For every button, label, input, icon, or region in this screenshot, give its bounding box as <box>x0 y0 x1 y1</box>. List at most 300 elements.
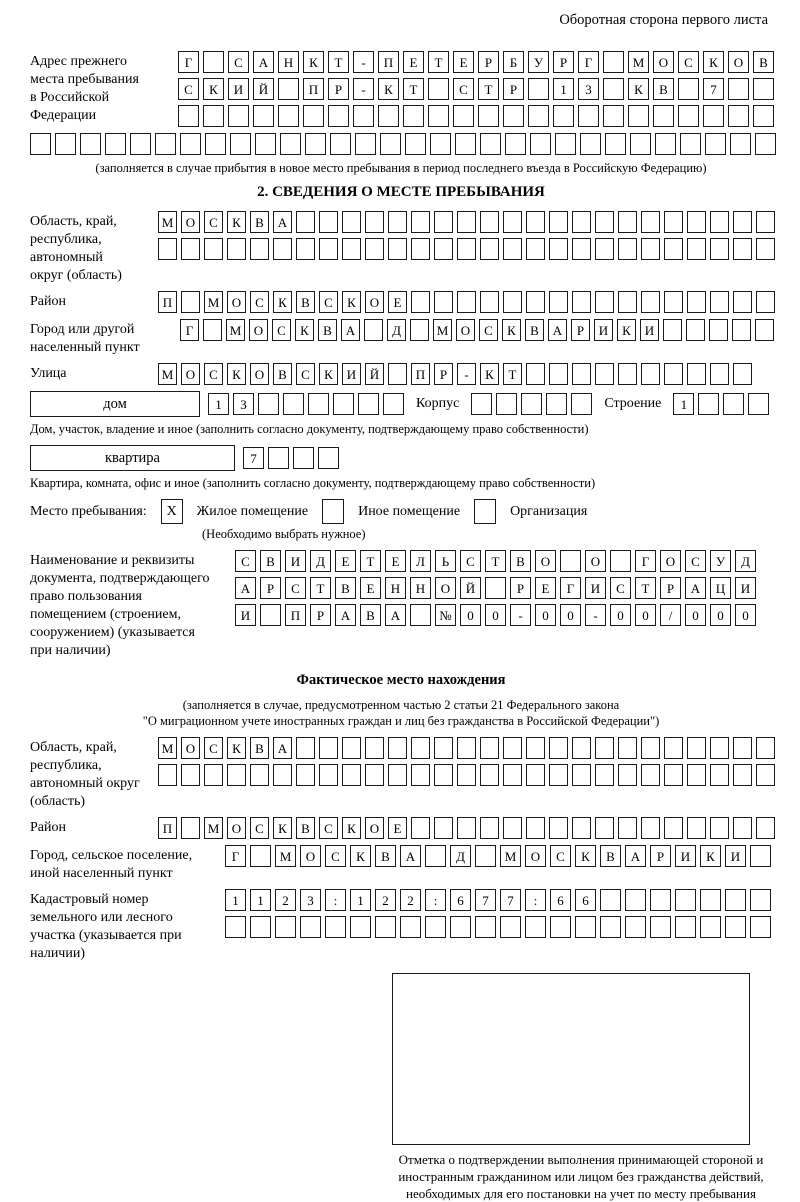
char-box[interactable] <box>480 737 499 759</box>
char-box[interactable]: В <box>260 550 281 572</box>
char-box[interactable] <box>503 291 522 313</box>
char-box[interactable] <box>378 105 399 127</box>
char-box[interactable]: 0 <box>710 604 731 626</box>
char-box[interactable]: К <box>575 845 596 867</box>
char-box[interactable] <box>725 889 746 911</box>
char-box[interactable] <box>572 764 591 786</box>
char-box[interactable]: А <box>335 604 356 626</box>
char-box[interactable]: И <box>285 550 306 572</box>
char-box[interactable] <box>605 133 626 155</box>
char-box[interactable] <box>203 105 224 127</box>
char-box[interactable]: Р <box>434 363 453 385</box>
char-box[interactable]: Д <box>387 319 406 341</box>
char-box[interactable] <box>664 363 683 385</box>
char-box[interactable] <box>319 764 338 786</box>
char-box[interactable] <box>625 916 646 938</box>
char-box[interactable]: Л <box>410 550 431 572</box>
char-box[interactable] <box>756 291 775 313</box>
char-box[interactable] <box>572 291 591 313</box>
char-box[interactable] <box>457 817 476 839</box>
char-box[interactable] <box>503 105 524 127</box>
char-box[interactable] <box>526 817 545 839</box>
char-box[interactable]: В <box>360 604 381 626</box>
char-box[interactable] <box>428 78 449 100</box>
char-box[interactable] <box>756 238 775 260</box>
char-box[interactable] <box>434 737 453 759</box>
char-box[interactable]: 0 <box>460 604 481 626</box>
char-box[interactable] <box>595 363 614 385</box>
char-box[interactable]: С <box>460 550 481 572</box>
char-box[interactable]: Й <box>253 78 274 100</box>
char-box[interactable] <box>650 889 671 911</box>
char-box[interactable] <box>710 817 729 839</box>
char-box[interactable] <box>630 133 651 155</box>
char-box[interactable]: Н <box>385 577 406 599</box>
char-box[interactable]: - <box>353 51 374 73</box>
char-box[interactable]: Д <box>310 550 331 572</box>
char-box[interactable] <box>227 764 246 786</box>
checkbox-residential[interactable]: X <box>161 499 183 524</box>
char-box[interactable]: М <box>158 211 177 233</box>
char-box[interactable] <box>664 764 683 786</box>
char-box[interactable] <box>275 916 296 938</box>
char-box[interactable]: Г <box>225 845 246 867</box>
char-box[interactable] <box>560 550 581 572</box>
char-box[interactable] <box>203 319 222 341</box>
char-box[interactable] <box>700 916 721 938</box>
char-box[interactable] <box>703 105 724 127</box>
char-box[interactable] <box>503 817 522 839</box>
char-box[interactable]: В <box>273 363 292 385</box>
char-box[interactable]: Г <box>578 51 599 73</box>
char-box[interactable] <box>457 211 476 233</box>
char-box[interactable]: Т <box>403 78 424 100</box>
char-box[interactable]: 6 <box>575 889 596 911</box>
char-box[interactable]: К <box>273 817 292 839</box>
char-box[interactable] <box>500 916 521 938</box>
char-box[interactable] <box>603 51 624 73</box>
char-box[interactable]: И <box>675 845 696 867</box>
char-box[interactable] <box>733 238 752 260</box>
char-box[interactable] <box>600 916 621 938</box>
char-box[interactable]: Т <box>328 51 349 73</box>
char-box[interactable] <box>687 737 706 759</box>
char-box[interactable]: К <box>350 845 371 867</box>
char-box[interactable] <box>709 319 728 341</box>
char-box[interactable] <box>411 211 430 233</box>
char-box[interactable]: Й <box>365 363 384 385</box>
char-box[interactable]: : <box>525 889 546 911</box>
char-box[interactable] <box>550 916 571 938</box>
char-box[interactable]: С <box>204 363 223 385</box>
char-box[interactable] <box>595 737 614 759</box>
char-box[interactable] <box>710 291 729 313</box>
char-box[interactable]: М <box>628 51 649 73</box>
char-box[interactable] <box>603 105 624 127</box>
char-box[interactable]: Р <box>310 604 331 626</box>
char-box[interactable] <box>572 363 591 385</box>
char-box[interactable] <box>365 764 384 786</box>
char-box[interactable] <box>410 604 431 626</box>
char-box[interactable] <box>521 393 542 415</box>
char-box[interactable] <box>480 238 499 260</box>
char-box[interactable]: 0 <box>535 604 556 626</box>
char-box[interactable]: М <box>433 319 452 341</box>
char-box[interactable]: : <box>325 889 346 911</box>
char-box[interactable] <box>595 291 614 313</box>
char-box[interactable] <box>710 737 729 759</box>
char-box[interactable] <box>278 105 299 127</box>
char-box[interactable] <box>480 817 499 839</box>
char-box[interactable]: Е <box>385 550 406 572</box>
char-box[interactable] <box>203 51 224 73</box>
char-box[interactable]: Г <box>178 51 199 73</box>
char-box[interactable] <box>664 291 683 313</box>
char-box[interactable] <box>755 319 774 341</box>
char-box[interactable] <box>686 319 705 341</box>
char-box[interactable]: Р <box>650 845 671 867</box>
char-box[interactable]: С <box>204 211 223 233</box>
char-box[interactable] <box>595 817 614 839</box>
char-box[interactable]: Т <box>478 78 499 100</box>
char-box[interactable] <box>478 105 499 127</box>
char-box[interactable] <box>475 916 496 938</box>
char-box[interactable] <box>546 393 567 415</box>
char-box[interactable]: Т <box>635 577 656 599</box>
char-box[interactable] <box>572 238 591 260</box>
char-box[interactable] <box>434 291 453 313</box>
char-box[interactable] <box>178 105 199 127</box>
char-box[interactable]: П <box>158 817 177 839</box>
char-box[interactable] <box>342 211 361 233</box>
char-box[interactable] <box>526 291 545 313</box>
char-box[interactable] <box>650 916 671 938</box>
char-box[interactable] <box>618 238 637 260</box>
char-box[interactable]: В <box>250 737 269 759</box>
char-box[interactable] <box>411 238 430 260</box>
char-box[interactable]: С <box>610 577 631 599</box>
char-box[interactable]: К <box>700 845 721 867</box>
char-box[interactable] <box>687 211 706 233</box>
char-box[interactable] <box>526 363 545 385</box>
char-box[interactable] <box>434 238 453 260</box>
char-box[interactable]: С <box>272 319 291 341</box>
char-box[interactable] <box>296 764 315 786</box>
char-box[interactable] <box>250 764 269 786</box>
char-box[interactable] <box>664 737 683 759</box>
char-box[interactable]: С <box>453 78 474 100</box>
char-box[interactable]: Е <box>403 51 424 73</box>
char-box[interactable]: И <box>594 319 613 341</box>
char-box[interactable] <box>580 133 601 155</box>
char-box[interactable]: П <box>411 363 430 385</box>
char-box[interactable] <box>705 133 726 155</box>
char-box[interactable] <box>228 105 249 127</box>
char-box[interactable]: К <box>628 78 649 100</box>
char-box[interactable]: 1 <box>225 889 246 911</box>
char-box[interactable] <box>230 133 251 155</box>
char-box[interactable] <box>728 105 749 127</box>
char-box[interactable]: С <box>678 51 699 73</box>
char-box[interactable] <box>55 133 76 155</box>
char-box[interactable] <box>618 211 637 233</box>
char-box[interactable] <box>365 238 384 260</box>
char-box[interactable]: К <box>480 363 499 385</box>
char-box[interactable]: О <box>435 577 456 599</box>
char-box[interactable]: К <box>303 51 324 73</box>
char-box[interactable] <box>600 889 621 911</box>
char-box[interactable]: 3 <box>578 78 599 100</box>
char-box[interactable] <box>250 845 271 867</box>
char-box[interactable]: Г <box>560 577 581 599</box>
char-box[interactable]: И <box>342 363 361 385</box>
char-box[interactable]: - <box>510 604 531 626</box>
char-box[interactable] <box>480 211 499 233</box>
char-box[interactable] <box>296 211 315 233</box>
char-box[interactable] <box>158 238 177 260</box>
char-box[interactable] <box>628 105 649 127</box>
char-box[interactable] <box>710 764 729 786</box>
char-box[interactable]: А <box>625 845 646 867</box>
char-box[interactable]: - <box>353 78 374 100</box>
char-box[interactable] <box>273 238 292 260</box>
char-box[interactable]: Т <box>503 363 522 385</box>
char-box[interactable] <box>155 133 176 155</box>
char-box[interactable]: С <box>178 78 199 100</box>
char-box[interactable]: Р <box>478 51 499 73</box>
char-box[interactable]: Т <box>485 550 506 572</box>
char-box[interactable]: П <box>303 78 324 100</box>
char-box[interactable]: С <box>325 845 346 867</box>
char-box[interactable] <box>572 211 591 233</box>
char-box[interactable]: О <box>525 845 546 867</box>
char-box[interactable]: Е <box>335 550 356 572</box>
char-box[interactable] <box>158 764 177 786</box>
char-box[interactable] <box>80 133 101 155</box>
char-box[interactable] <box>353 105 374 127</box>
char-box[interactable] <box>710 363 729 385</box>
char-box[interactable]: 3 <box>233 393 254 415</box>
checkbox-organization[interactable] <box>474 499 496 524</box>
char-box[interactable] <box>753 78 774 100</box>
char-box[interactable] <box>273 764 292 786</box>
char-box[interactable] <box>181 817 200 839</box>
char-box[interactable]: А <box>253 51 274 73</box>
char-box[interactable]: 7 <box>243 447 264 469</box>
char-box[interactable] <box>403 105 424 127</box>
char-box[interactable] <box>687 363 706 385</box>
char-box[interactable] <box>342 737 361 759</box>
char-box[interactable] <box>710 211 729 233</box>
char-box[interactable]: У <box>710 550 731 572</box>
char-box[interactable] <box>750 916 771 938</box>
char-box[interactable]: 1 <box>553 78 574 100</box>
char-box[interactable] <box>725 916 746 938</box>
char-box[interactable]: А <box>548 319 567 341</box>
char-box[interactable] <box>204 764 223 786</box>
char-box[interactable] <box>350 916 371 938</box>
char-box[interactable] <box>319 211 338 233</box>
checkbox-other-premises[interactable] <box>322 499 344 524</box>
char-box[interactable] <box>733 363 752 385</box>
char-box[interactable] <box>278 78 299 100</box>
char-box[interactable]: Е <box>388 817 407 839</box>
char-box[interactable] <box>308 393 329 415</box>
char-box[interactable] <box>453 105 474 127</box>
char-box[interactable]: Е <box>535 577 556 599</box>
char-box[interactable] <box>181 291 200 313</box>
char-box[interactable] <box>260 604 281 626</box>
char-box[interactable]: Н <box>278 51 299 73</box>
char-box[interactable]: И <box>735 577 756 599</box>
char-box[interactable] <box>549 211 568 233</box>
char-box[interactable]: П <box>285 604 306 626</box>
char-box[interactable]: К <box>227 363 246 385</box>
char-box[interactable] <box>296 737 315 759</box>
char-box[interactable]: : <box>425 889 446 911</box>
char-box[interactable] <box>618 764 637 786</box>
char-box[interactable] <box>503 211 522 233</box>
char-box[interactable]: С <box>479 319 498 341</box>
char-box[interactable]: 6 <box>550 889 571 911</box>
char-box[interactable] <box>130 133 151 155</box>
char-box[interactable] <box>625 889 646 911</box>
char-box[interactable] <box>733 211 752 233</box>
char-box[interactable] <box>528 78 549 100</box>
char-box[interactable] <box>181 764 200 786</box>
char-box[interactable] <box>342 238 361 260</box>
char-box[interactable] <box>530 133 551 155</box>
char-box[interactable] <box>728 78 749 100</box>
char-box[interactable] <box>641 764 660 786</box>
char-box[interactable] <box>300 916 321 938</box>
char-box[interactable] <box>255 133 276 155</box>
char-box[interactable] <box>355 133 376 155</box>
char-box[interactable] <box>756 737 775 759</box>
char-box[interactable] <box>526 211 545 233</box>
char-box[interactable] <box>434 764 453 786</box>
char-box[interactable]: 0 <box>685 604 706 626</box>
char-box[interactable] <box>457 737 476 759</box>
char-box[interactable] <box>411 737 430 759</box>
char-box[interactable] <box>571 393 592 415</box>
char-box[interactable]: 7 <box>500 889 521 911</box>
char-box[interactable]: В <box>335 577 356 599</box>
char-box[interactable] <box>733 737 752 759</box>
char-box[interactable] <box>553 105 574 127</box>
char-box[interactable] <box>525 916 546 938</box>
char-box[interactable]: Р <box>660 577 681 599</box>
char-box[interactable] <box>653 105 674 127</box>
char-box[interactable]: Й <box>460 577 481 599</box>
char-box[interactable] <box>383 393 404 415</box>
char-box[interactable]: Т <box>428 51 449 73</box>
char-box[interactable] <box>664 238 683 260</box>
char-box[interactable]: 7 <box>703 78 724 100</box>
char-box[interactable]: С <box>235 550 256 572</box>
char-box[interactable]: Н <box>410 577 431 599</box>
char-box[interactable]: К <box>273 291 292 313</box>
char-box[interactable]: - <box>585 604 606 626</box>
char-box[interactable] <box>388 764 407 786</box>
char-box[interactable]: О <box>365 291 384 313</box>
char-box[interactable]: В <box>525 319 544 341</box>
char-box[interactable] <box>205 133 226 155</box>
char-box[interactable] <box>549 737 568 759</box>
char-box[interactable] <box>258 393 279 415</box>
char-box[interactable]: 0 <box>560 604 581 626</box>
char-box[interactable]: О <box>365 817 384 839</box>
char-box[interactable] <box>755 133 776 155</box>
char-box[interactable]: И <box>585 577 606 599</box>
char-box[interactable] <box>687 764 706 786</box>
char-box[interactable]: П <box>158 291 177 313</box>
char-box[interactable] <box>480 291 499 313</box>
char-box[interactable] <box>641 238 660 260</box>
char-box[interactable] <box>733 291 752 313</box>
char-box[interactable] <box>756 764 775 786</box>
char-box[interactable]: 6 <box>450 889 471 911</box>
char-box[interactable] <box>732 319 751 341</box>
char-box[interactable] <box>204 238 223 260</box>
char-box[interactable]: 1 <box>250 889 271 911</box>
char-box[interactable] <box>375 916 396 938</box>
char-box[interactable]: Р <box>553 51 574 73</box>
char-box[interactable]: К <box>227 737 246 759</box>
char-box[interactable]: Д <box>735 550 756 572</box>
char-box[interactable]: В <box>296 291 315 313</box>
char-box[interactable]: А <box>273 737 292 759</box>
char-box[interactable]: К <box>319 363 338 385</box>
char-box[interactable] <box>328 105 349 127</box>
char-box[interactable] <box>710 238 729 260</box>
char-box[interactable] <box>365 737 384 759</box>
char-box[interactable]: И <box>640 319 659 341</box>
char-box[interactable] <box>485 577 506 599</box>
char-box[interactable] <box>505 133 526 155</box>
char-box[interactable]: 2 <box>275 889 296 911</box>
char-box[interactable]: К <box>703 51 724 73</box>
char-box[interactable] <box>342 764 361 786</box>
char-box[interactable]: № <box>435 604 456 626</box>
char-box[interactable]: Г <box>180 319 199 341</box>
char-box[interactable] <box>618 817 637 839</box>
char-box[interactable]: М <box>275 845 296 867</box>
char-box[interactable]: К <box>617 319 636 341</box>
char-box[interactable] <box>428 105 449 127</box>
char-box[interactable] <box>425 916 446 938</box>
char-box[interactable]: Р <box>260 577 281 599</box>
char-box[interactable]: А <box>273 211 292 233</box>
char-box[interactable]: 0 <box>610 604 631 626</box>
char-box[interactable]: / <box>660 604 681 626</box>
char-box[interactable] <box>655 133 676 155</box>
char-box[interactable]: О <box>585 550 606 572</box>
char-box[interactable] <box>250 916 271 938</box>
char-box[interactable]: С <box>550 845 571 867</box>
char-box[interactable] <box>318 447 339 469</box>
char-box[interactable]: М <box>158 363 177 385</box>
char-box[interactable]: В <box>296 817 315 839</box>
char-box[interactable] <box>296 238 315 260</box>
char-box[interactable] <box>503 238 522 260</box>
char-box[interactable] <box>748 393 769 415</box>
char-box[interactable] <box>388 737 407 759</box>
char-box[interactable]: 3 <box>300 889 321 911</box>
char-box[interactable]: Т <box>310 577 331 599</box>
char-box[interactable] <box>434 817 453 839</box>
char-box[interactable]: В <box>318 319 337 341</box>
